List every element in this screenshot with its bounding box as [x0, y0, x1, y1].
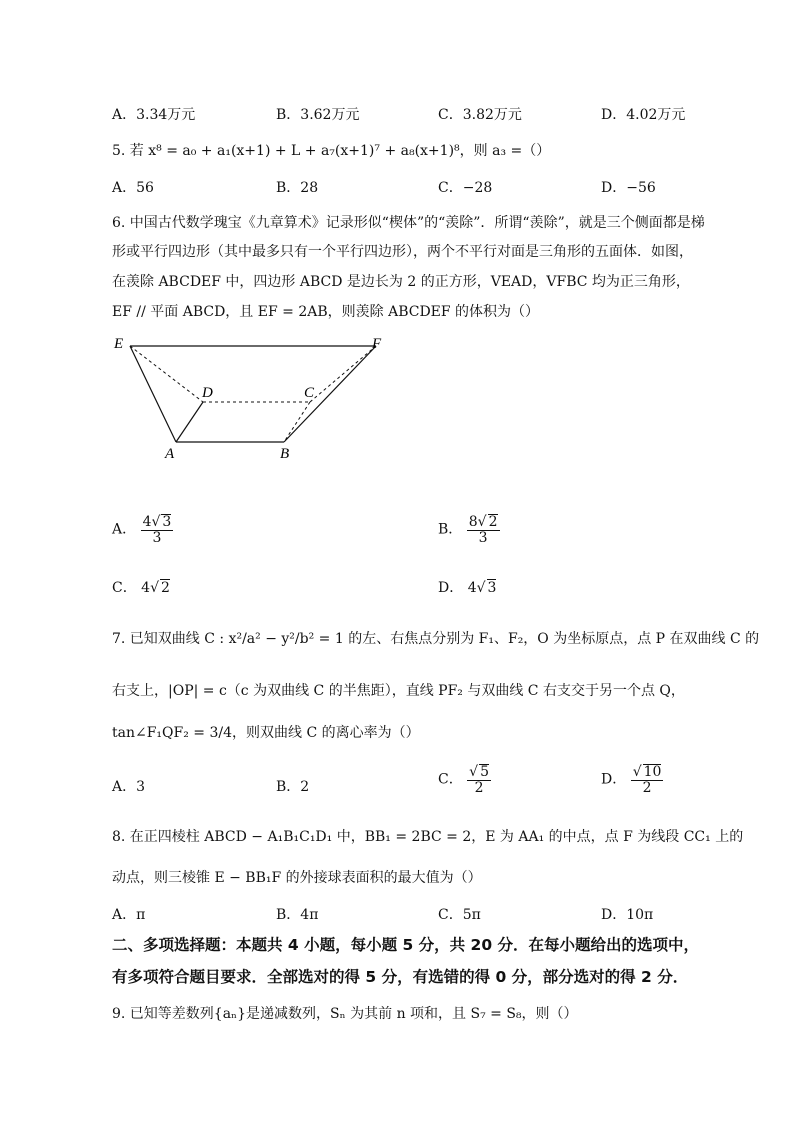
q7-option-a: A．3	[112, 779, 146, 795]
q5-stem: 5. 若 x⁸ = a₀ + a₁(x+1) + L + a₇(x+1)⁷ + a₈(x+1)⁸，则 a₃ =（）	[112, 143, 551, 159]
section2-heading-line1: 二、多项选择题：本题共 4 小题，每小题 5 分，共 20 分．在每小题给出的选项中，	[112, 936, 700, 954]
q6-option-a-radicand: 3	[162, 514, 172, 530]
q8-line2: 动点，则三棱锥 E − BB₁F 的外接球表面积的最大值为（）	[112, 870, 482, 886]
q7-option-d-den: 2	[642, 779, 652, 796]
q6-option-b-den: 3	[478, 529, 488, 546]
edge-ad	[176, 402, 203, 442]
q5-option-c: C．−28	[438, 180, 493, 196]
q8-line1: 8. 在正四棱柱 ABCD − A₁B₁C₁D₁ 中，BB₁ = 2BC = 2，E 为 AA₁ 的中点，点 F 为线段 CC₁ 上的	[112, 829, 744, 845]
q8-option-a: A．π	[112, 907, 146, 923]
q6-option-c-prefix: C．	[112, 580, 137, 596]
q6-option-d-radicand: 3	[487, 580, 497, 596]
q6-option-b-fraction: $\frac{8√ 2}{3}$	[468, 514, 498, 546]
q6-option-b	[438, 514, 500, 545]
q5-option-d: D．−56	[601, 180, 656, 196]
q6-option-a-num: 4	[142, 514, 152, 530]
label-c: C	[304, 385, 315, 401]
q7-line1: 7. 已知双曲线 C : x²/a² − y²/b² = 1 的左、右焦点分别为 F₁、F₂，O 为坐标原点，点 P 在双曲线 C 的	[112, 631, 760, 647]
q6-option-b-num: 8	[468, 514, 478, 530]
q6-option-b-radicand: 2	[488, 514, 498, 530]
q7-option-c-fraction: $\frac{√ 5}{2}$	[469, 764, 490, 796]
q6-option-c-radicand: 2	[161, 580, 170, 596]
label-b: B	[280, 446, 290, 462]
q5-option-b: B．28	[276, 180, 319, 196]
section2-heading-line2: 有多项符合题目要求．全部选对的得 5 分，有选错的得 0 分，部分选对的得 2 分．	[112, 968, 689, 986]
edge-ed	[130, 346, 203, 402]
q6-option-d-coef: 4	[467, 580, 477, 596]
q8-option-c: C．5π	[438, 907, 481, 923]
q7-option-b: B．2	[276, 779, 310, 795]
label-f: F	[372, 336, 382, 352]
q7-option-c-den: 2	[474, 779, 484, 796]
q4-option-c: C．3.82万元	[438, 107, 522, 123]
q6-line4: EF // 平面 ABCD，且 EF = 2AB，则羡除 ABCDEF 的体积为（）	[112, 304, 540, 320]
q8-option-d: D．10π	[601, 907, 654, 923]
label-e: E	[114, 336, 124, 352]
q6-line2: 形或平行四边形（其中最多只有一个平行四边形），两个不平行对面是三角形的五面体．如图，	[112, 244, 693, 260]
q7-option-c-radicand: 5	[480, 764, 490, 780]
q6-option-c: C． 4√ 2	[112, 580, 170, 596]
q6-figure	[110, 330, 400, 470]
edge-cf	[310, 346, 376, 402]
edge-fb	[284, 346, 376, 442]
q4-option-b: B．3.62万元	[276, 107, 360, 123]
q7-option-c	[438, 764, 491, 795]
label-d: D	[202, 385, 213, 401]
q6-line1: 6. 中国古代数学瑰宝《九章算术》记录形似“楔体”的“羡除”．所谓“羡除”，就是三个侧面都是梯	[112, 215, 705, 231]
q6-line3: 在羡除 ABCDEF 中，四边形 ABCD 是边长为 2 的正方形，VEAD，VFBC 均为正三角形，	[112, 274, 690, 290]
q9-stem: 9. 已知等差数列{aₙ}是递减数列，Sₙ 为其前 n 项和，且 S₇ = S₈，则（）	[112, 1006, 578, 1022]
q6-option-a-fraction: $\frac{4√ 3}{3}$	[142, 514, 172, 546]
q8-option-b: B．4π	[276, 907, 319, 923]
q6-option-d: D． 4√ 3	[438, 580, 497, 596]
q6-option-a	[112, 514, 173, 545]
q7-option-d-fraction: $\frac{√ 10}{2}$	[632, 764, 662, 796]
q4-option-a: A．3.34万元	[112, 107, 196, 123]
q7-option-d	[601, 764, 663, 795]
q6-option-b-prefix: B．	[438, 521, 463, 538]
q7-line2: 右支上，|OP| = c（c 为双曲线 C 的半焦距），直线 PF₂ 与双曲线 C 右支交于另一个点 Q，	[112, 683, 685, 699]
edge-cb	[284, 402, 310, 442]
q5-option-a: A．56	[112, 180, 154, 196]
edge-ea	[130, 346, 176, 442]
q6-option-a-den: 3	[152, 529, 162, 546]
q7-option-d-radicand: 10	[643, 764, 662, 780]
label-a: A	[165, 446, 175, 462]
q4-option-d: D．4.02万元	[601, 107, 686, 123]
q6-option-a-prefix: A．	[112, 521, 137, 538]
q7-option-d-prefix: D．	[601, 771, 627, 788]
q7-option-c-prefix: C．	[438, 771, 463, 788]
q6-option-c-coef: 4	[141, 580, 151, 596]
q7-line3: tan∠F₁QF₂ = 3/4，则双曲线 C 的离心率为（）	[112, 725, 420, 741]
q6-option-d-prefix: D．	[438, 580, 464, 596]
